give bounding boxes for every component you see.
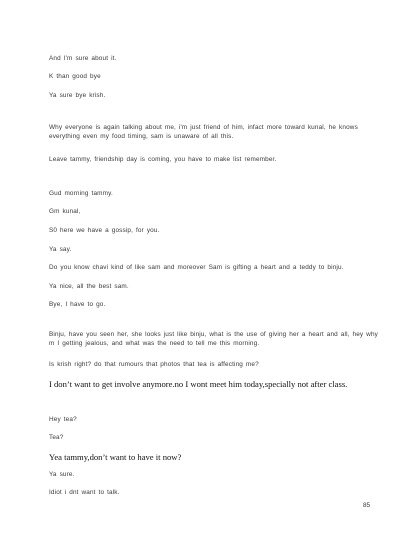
text-line: Hey tea? [49, 416, 77, 424]
text-line-bold: Yea tammy,don’t want to have it now? [49, 451, 182, 462]
text-line: Why everyone is again talking about me, i'm just friend of him, infact more toward kunal, he knows everything even my food timing, sam is unaware of all this. [49, 124, 358, 141]
text-line: K than good bye [49, 73, 101, 81]
text-line: Ya nice, all the best sam. [49, 283, 129, 291]
text-line: Ya say. [49, 246, 72, 254]
text-line: Gm kunal, [49, 208, 81, 216]
text-line: Tea? [49, 434, 64, 442]
text-line: Is krish right? do that rumours that photos that tea is affecting me? [49, 361, 259, 369]
text-line: Leave tammy, friendship day is coming, you have to make list remember. [49, 156, 277, 164]
text-line-bold: I don’t want to get involve anymore.no I wont meet him today,specially not after class. [49, 378, 348, 389]
text-line: Idiot i dnt want to talk. [49, 489, 120, 497]
text-line: Ya sure bye krish. [49, 92, 106, 100]
text-line: And I'm sure about it. [49, 55, 117, 63]
text-line: Binju, have you seen her, she looks just like binju, what is the use of giving her a heart and all, hey why m I getting jealous, and what was the need to tell me this morning. [49, 331, 378, 348]
text-line: Gud morning tammy. [49, 190, 113, 198]
text-line: S0 here we have a gossip, for you. [49, 227, 160, 235]
text-line: Ya sure. [49, 471, 75, 479]
text-line: Do you know chavi kind of like sam and moreover Sam is gifting a heart and a teddy to binju. [49, 264, 344, 272]
page-number: 85 [363, 502, 371, 509]
text-line: Bye, I have to go. [49, 301, 106, 309]
